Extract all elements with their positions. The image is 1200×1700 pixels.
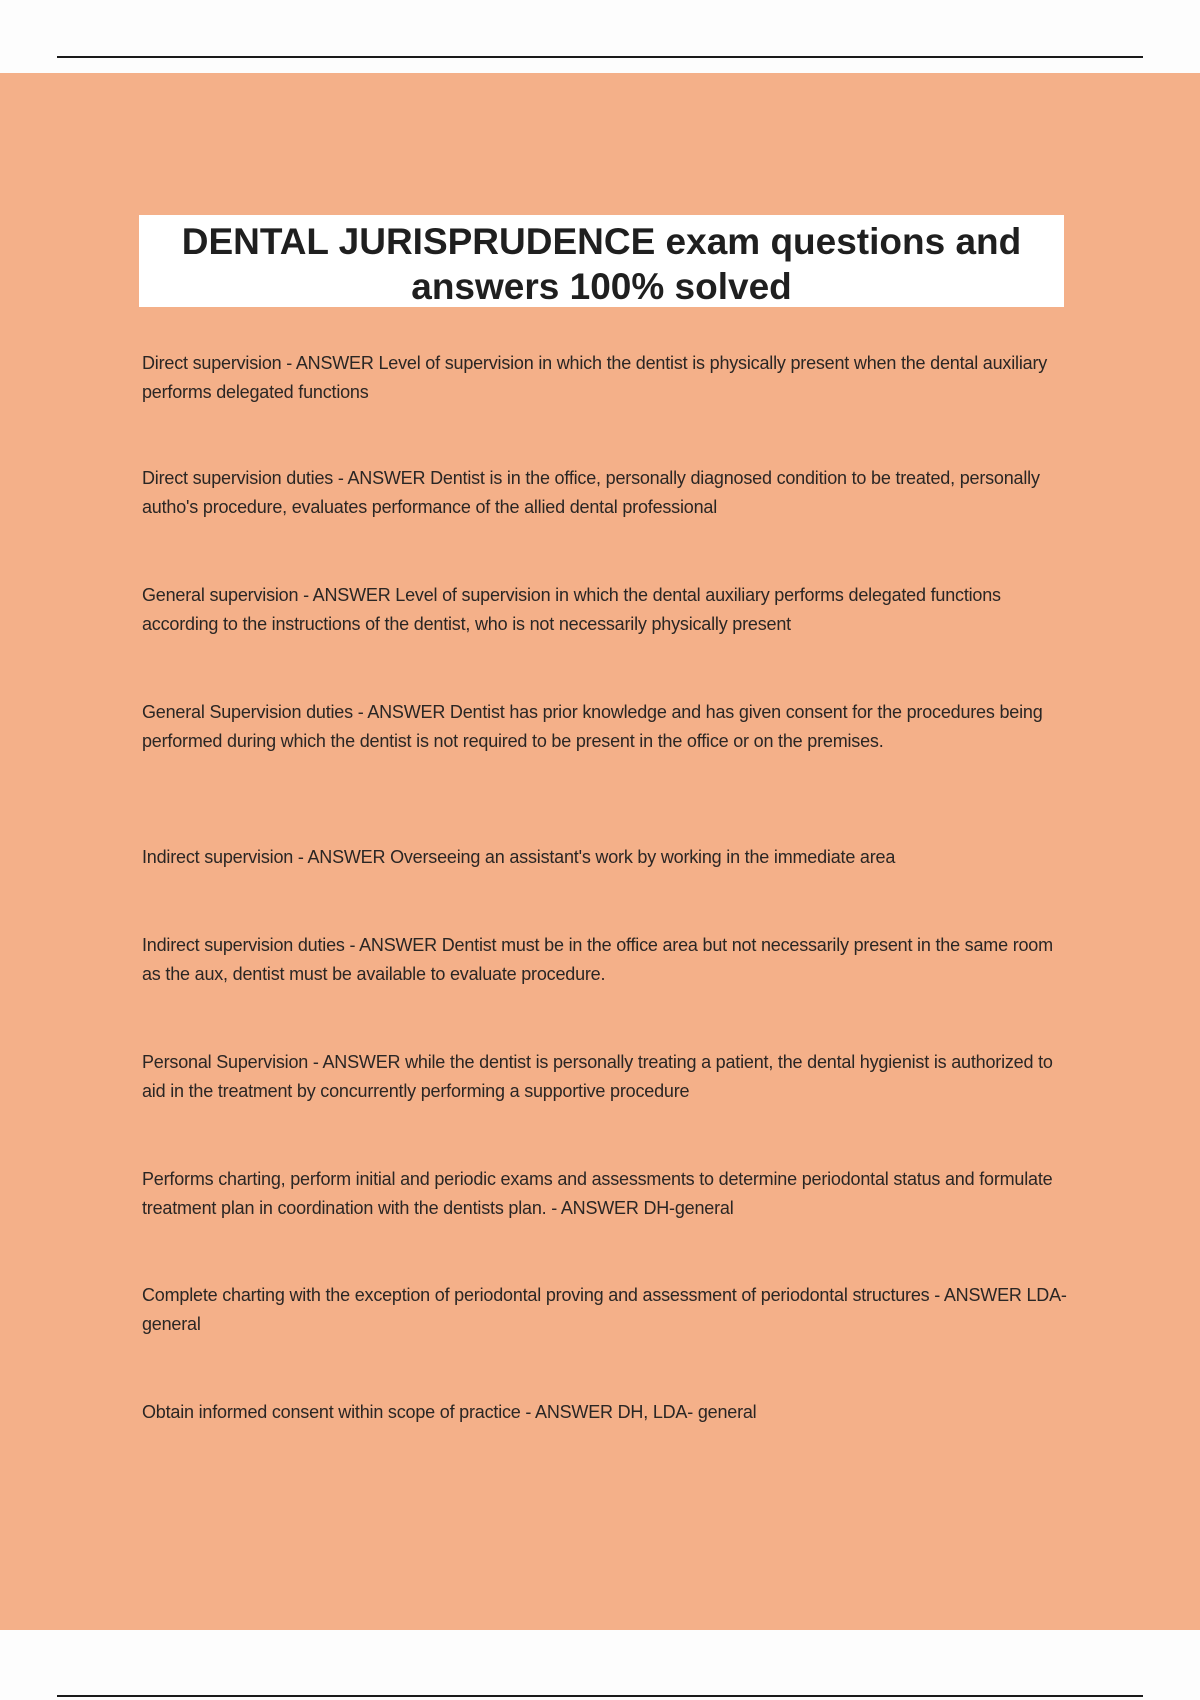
header-rule (57, 56, 1143, 58)
title-box (139, 215, 1064, 307)
qa-entry-informed-consent: Obtain informed consent within scope of practice - ANSWER DH, LDA- general (142, 1402, 757, 1422)
qa-entry-direct-supervision-duties: Direct supervision duties - ANSWER Dentist is in the office, personally diagnosed condition to be treated, personally autho's procedure, evaluates performance of the allied dental professional (142, 468, 1040, 517)
qa-entry-indirect-supervision: Indirect supervision - ANSWER Overseeing an assistant's work by working in the immediate area (142, 847, 896, 867)
qa-entry-indirect-supervision-duties: Indirect supervision duties - ANSWER Dentist must be in the office area but not necessarily present in the same room as the aux, dentist must be available to evaluate procedure. (142, 935, 1053, 984)
document-page (0, 73, 1200, 1630)
qa-entry-direct-supervision: Direct supervision - ANSWER Level of supervision in which the dentist is physically present when the dental auxiliary performs delegated functions (142, 353, 1048, 402)
document-title: DENTAL JURISPRUDENCE exam questions and answers 100% solved (181, 221, 1022, 307)
qa-entry-general-supervision-duties: General Supervision duties - ANSWER Dentist has prior knowledge and has given consent for the procedures being performed during which the dentist is not required to be present in the office or on the premises. (142, 702, 1043, 751)
qa-entry-lda-general: Complete charting with the exception of periodontal proving and assessment of periodontal structures - ANSWER LDA-general (142, 1285, 1067, 1334)
footer-rule (57, 1695, 1143, 1697)
qa-entry-general-supervision: General supervision - ANSWER Level of supervision in which the dental auxiliary performs delegated functions according to the instructions of the dentist, who is not necessarily physically present (142, 585, 1001, 634)
qa-entry-personal-supervision: Personal Supervision - ANSWER while the dentist is personally treating a patient, the dental hygienist is authorized to aid in the treatment by concurrently performing a supportive procedure (142, 1052, 1053, 1101)
qa-entry-dh-general: Performs charting, perform initial and periodic exams and assessments to determine periodontal status and formulate treatment plan in coordination with the dentists plan. - ANSWER DH-general (142, 1169, 1053, 1218)
